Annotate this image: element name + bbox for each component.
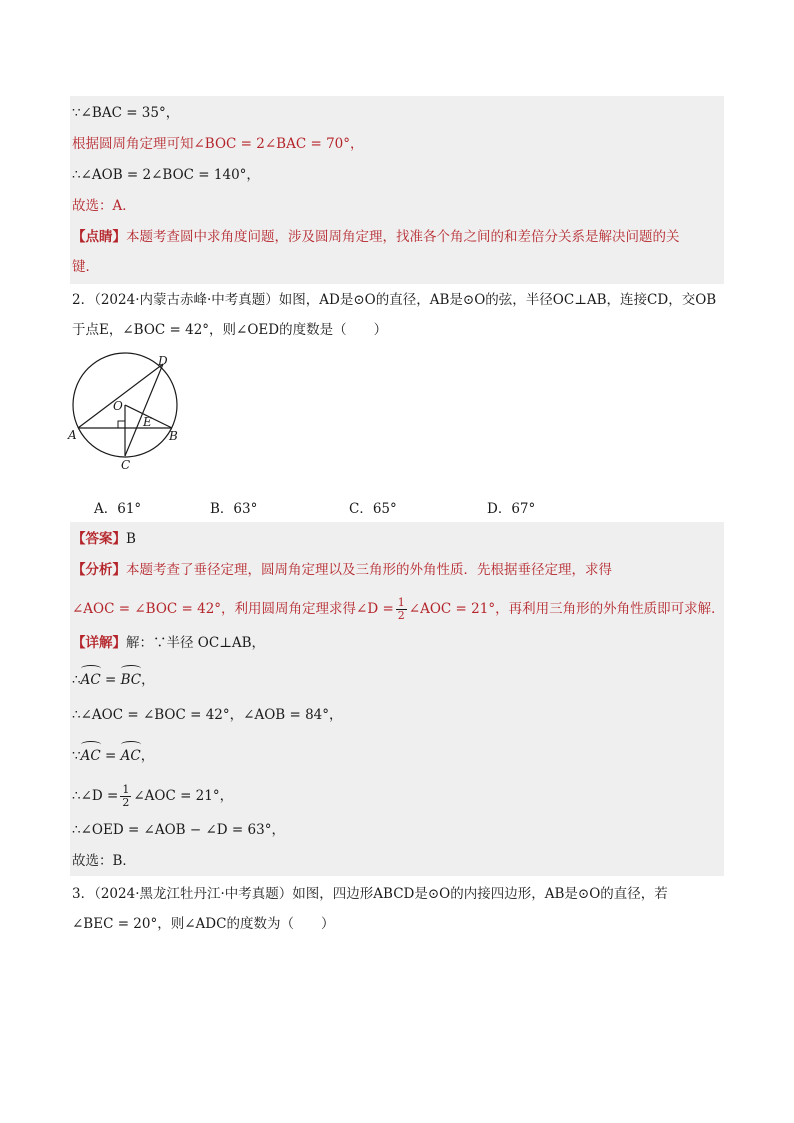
q3-source: （2024·黑龙江牡丹江·中考真题） [94, 886, 293, 902]
prev-solution-line-1: ∵∠BAC = 35°， [72, 105, 180, 121]
detail-tag: 【详解】 [72, 635, 126, 651]
q3-number: 3． [72, 886, 95, 902]
q2-detail-line-3: ∴∠AOC = ∠BOC = 42°，∠AOB = 84°， [72, 707, 343, 723]
prev-solution-band [70, 96, 724, 284]
q3-text-1: 如图，四边形ABCD是⊙O的内接四边形，AB是⊙O的直径，若 [292, 886, 668, 902]
q2-option-b: B．63° [210, 501, 258, 517]
q2-detail-line-1 [72, 634, 265, 652]
q2-detail-line-4: ∵ AC = AC， [72, 747, 154, 765]
q2-answer [72, 530, 136, 548]
detail-fraction-half: $\frac{1}{2}$ [122, 783, 130, 809]
prev-solution-choice: 故选：A． [72, 198, 136, 214]
q3-stem-line-2: ∠BEC = 20°，则∠ADC的度数为（ ） [72, 916, 335, 932]
prev-solution-comment-line-1 [72, 228, 680, 246]
answer-tag: 【答案】 [72, 531, 126, 547]
q2-detail-line-6: ∴∠OED = ∠AOB − ∠D = 63°， [72, 822, 285, 838]
label-e: E [143, 415, 152, 429]
q3-stem-line-1 [72, 885, 668, 903]
comment-text-1: 本题考查圆中求角度问题，涉及圆周角定理，找准各个角之间的和差倍分关系是解决问题的关 [126, 229, 680, 245]
q2-option-d: D．67° [487, 501, 536, 517]
prev-solution-line-2: 根据圆周角定理可知∠BOC = 2∠BAC = 70°， [72, 136, 364, 152]
q2-detail-line-5: ∴∠D = $\frac{1}{2}$ ∠AOC = 21°， [72, 783, 234, 809]
label-d: D [158, 354, 168, 368]
label-c: C [121, 458, 131, 472]
answer-value: B [126, 531, 136, 547]
q2-circle-figure [66, 352, 190, 476]
q2-text-1: 如图，AD是⊙O的直径，AB是⊙O的弦，半径OC⊥AB，连接CD，交OB [278, 292, 717, 308]
q2-detail-line-7: 故选：B． [72, 853, 136, 869]
label-b: B [169, 429, 178, 443]
q2-source: （2024·内蒙古赤峰·中考真题） [94, 292, 279, 308]
prev-solution-comment-line-2: 键． [72, 259, 99, 275]
analysis-text-1: 本题考查了垂径定理，圆周角定理以及三角形的外角性质．先根据垂径定理，求得 [126, 562, 612, 578]
q2-stem-line-2: 于点E，∠BOC = 42°，则∠OED的度数是（ ） [72, 322, 388, 338]
q2-number: 2． [72, 292, 95, 308]
detail-text-1: 解：∵半径 OC⊥AB， [126, 635, 266, 651]
arc-ac-2: AC [121, 747, 141, 765]
q2-detail-line-2: ∴ AC = BC， [72, 671, 155, 689]
arc-ac: AC [81, 671, 101, 689]
right-angle-mark [118, 421, 125, 428]
q2-analysis-line-2: ∠AOC = ∠BOC = 42°，利用圆周角定理求得∠D = $\frac{1}{2}$ ∠AOC = 21°，再利用三角形的外角性质即可求解． [72, 596, 725, 622]
analysis-tag: 【分析】 [72, 562, 126, 578]
arc-bc: BC [121, 671, 142, 689]
arc-ac-1: AC [81, 747, 101, 765]
label-o: O [113, 399, 123, 413]
q2-stem-line-1 [72, 291, 716, 309]
prev-solution-line-3: ∴∠AOB = 2∠BOC = 140°， [72, 167, 260, 183]
comment-tag: 【点睛】 [72, 229, 126, 245]
label-a: A [68, 428, 77, 442]
q2-option-a: A．61° [94, 501, 142, 517]
q2-analysis-line-1 [72, 561, 612, 579]
q2-option-c: C．65° [349, 501, 397, 517]
fraction-half: $\frac{1}{2}$ [397, 596, 405, 622]
